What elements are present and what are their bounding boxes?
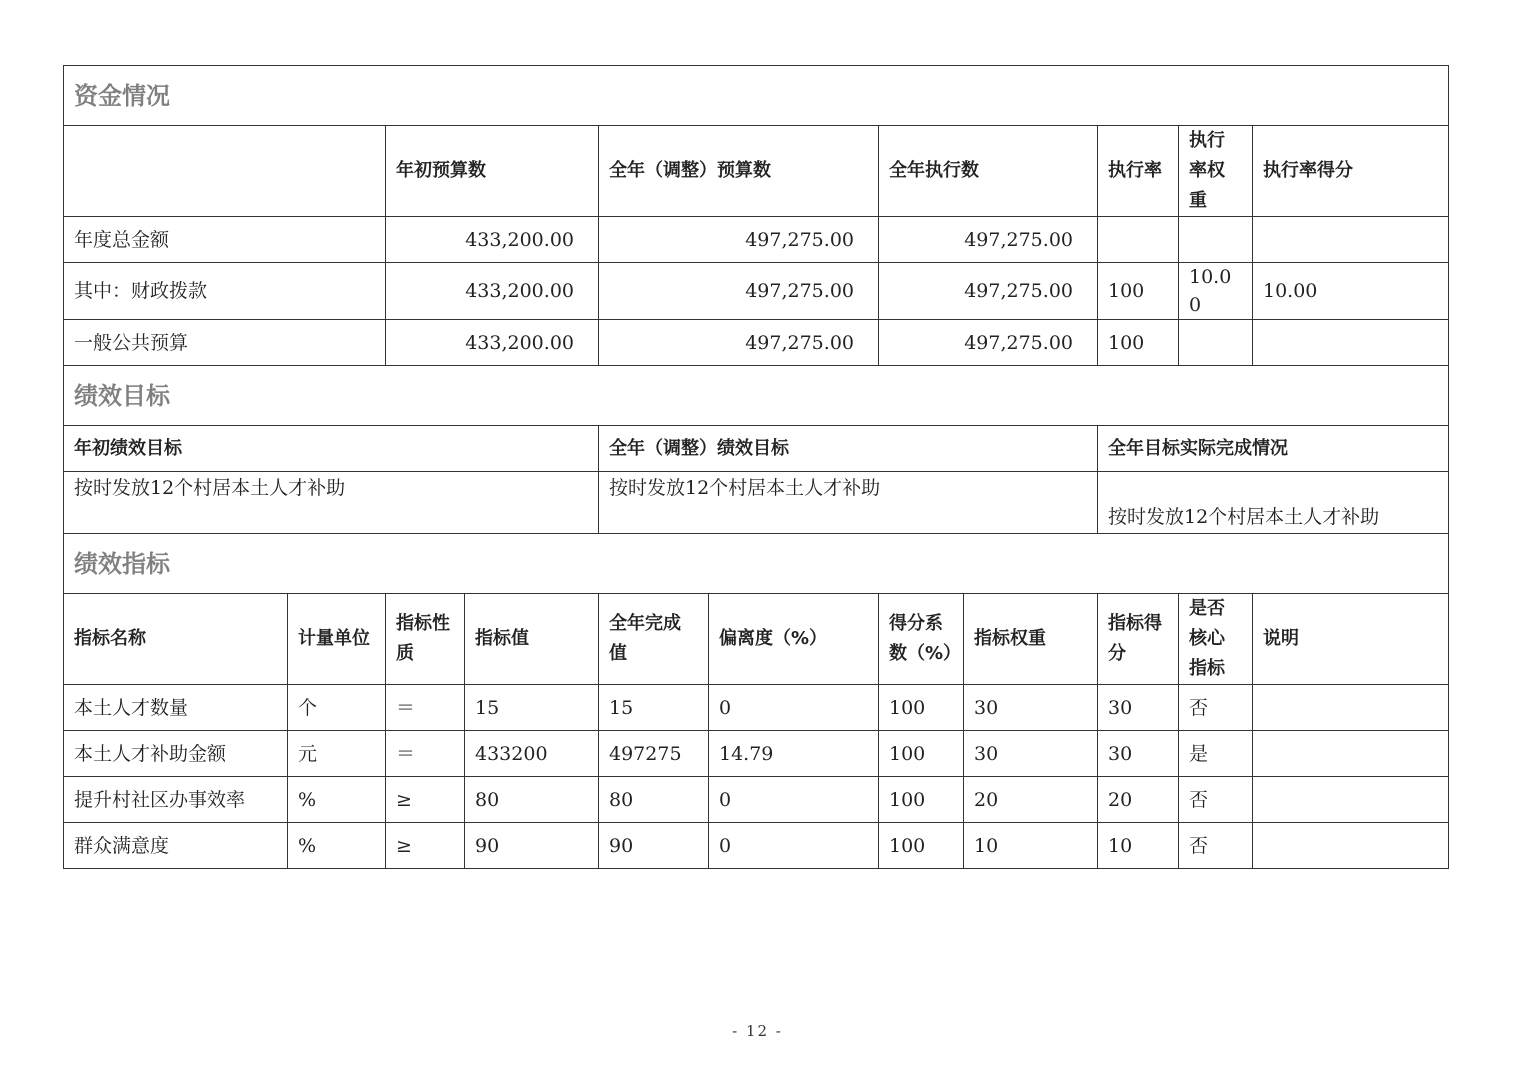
funds-cell — [1253, 320, 1449, 366]
indicator-cell: % — [288, 823, 386, 869]
funds-cell: 433,200.00 — [386, 217, 599, 263]
indicator-header-score: 指标得分 — [1098, 594, 1179, 685]
funds-header-rate-score: 执行率得分 — [1253, 126, 1449, 217]
indicator-header-coefficient: 得分系数（%） — [879, 594, 964, 685]
funds-cell: 10.00 — [1179, 263, 1253, 320]
page-number: - 12 - — [732, 1022, 783, 1040]
funds-section-title: 资金情况 — [64, 66, 1449, 126]
indicator-cell: 30 — [964, 731, 1098, 777]
indicator-cell: 433200 — [465, 731, 599, 777]
indicator-header-actual: 全年完成值 — [599, 594, 709, 685]
indicator-cell: ≥ — [386, 823, 465, 869]
indicator-cell: 100 — [879, 823, 964, 869]
funds-cell: 497,275.00 — [599, 263, 879, 320]
funds-cell: 100 — [1098, 263, 1179, 320]
indicator-cell: 90 — [465, 823, 599, 869]
funds-cell: 10.00 — [1253, 263, 1449, 320]
indicator-cell: 群众满意度 — [64, 823, 288, 869]
funds-cell: 其中：财政拨款 — [64, 263, 386, 320]
indicator-cell: 15 — [465, 685, 599, 731]
funds-cell: 一般公共预算 — [64, 320, 386, 366]
indicator-cell: 80 — [465, 777, 599, 823]
funds-cell: 年度总金额 — [64, 217, 386, 263]
indicator-row — [64, 777, 1449, 823]
indicator-header-deviation: 偏离度（%） — [709, 594, 879, 685]
indicator-cell: 否 — [1179, 823, 1253, 869]
indicator-cell: 30 — [964, 685, 1098, 731]
indicator-row — [64, 731, 1449, 777]
indicator-cell: 否 — [1179, 777, 1253, 823]
indicator-cell — [1253, 777, 1449, 823]
indicator-header-weight: 指标权重 — [964, 594, 1098, 685]
indicator-cell: 100 — [879, 685, 964, 731]
indicator-cell: % — [288, 777, 386, 823]
indicator-header-name: 指标名称 — [64, 594, 288, 685]
indicator-cell: 元 — [288, 731, 386, 777]
goals-adjusted-value: 按时发放12个村居本土人才补助 — [599, 472, 1098, 534]
funds-cell — [1179, 217, 1253, 263]
goals-header-initial: 年初绩效目标 — [64, 426, 599, 472]
indicator-cell: 80 — [599, 777, 709, 823]
funds-header-execution: 全年执行数 — [879, 126, 1098, 217]
indicator-cell: 10 — [1098, 823, 1179, 869]
indicator-cell: 10 — [964, 823, 1098, 869]
funds-header-blank — [64, 126, 386, 217]
indicator-header-note: 说明 — [1253, 594, 1449, 685]
funds-header-initial-budget: 年初预算数 — [386, 126, 599, 217]
indicator-cell: 提升村社区办事效率 — [64, 777, 288, 823]
indicator-cell: 否 — [1179, 685, 1253, 731]
indicator-cell: 100 — [879, 777, 964, 823]
indicator-cell: 是 — [1179, 731, 1253, 777]
funds-cell: 433,200.00 — [386, 263, 599, 320]
goals-actual-value: 按时发放12个村居本土人才补助 — [1098, 472, 1449, 534]
indicator-cell: ＝ — [386, 731, 465, 777]
funds-cell: 497,275.00 — [599, 320, 879, 366]
indicator-row — [64, 685, 1449, 731]
indicator-header-nature: 指标性质 — [386, 594, 465, 685]
funds-cell — [1179, 320, 1253, 366]
funds-cell: 433,200.00 — [386, 320, 599, 366]
indicator-cell: 本土人才数量 — [64, 685, 288, 731]
funds-header-rate-weight: 执行率权重 — [1179, 126, 1253, 217]
indicator-cell: 0 — [709, 777, 879, 823]
funds-row — [64, 217, 1449, 263]
indicator-cell — [1253, 731, 1449, 777]
indicator-header-target: 指标值 — [465, 594, 599, 685]
funds-cell — [1253, 217, 1449, 263]
funds-row — [64, 320, 1449, 366]
indicator-cell: 497275 — [599, 731, 709, 777]
goals-header-adjusted: 全年（调整）绩效目标 — [599, 426, 1098, 472]
indicator-cell: ≥ — [386, 777, 465, 823]
indicator-header-unit: 计量单位 — [288, 594, 386, 685]
funds-cell: 497,275.00 — [879, 217, 1098, 263]
indicator-cell: 0 — [709, 823, 879, 869]
funds-cell — [1098, 217, 1179, 263]
indicator-cell: 本土人才补助金额 — [64, 731, 288, 777]
goals-initial-value: 按时发放12个村居本土人才补助 — [64, 472, 599, 534]
indicator-cell: 90 — [599, 823, 709, 869]
indicator-cell: ＝ — [386, 685, 465, 731]
funds-row — [64, 263, 1449, 320]
funds-cell: 497,275.00 — [599, 217, 879, 263]
indicator-cell: 100 — [879, 731, 964, 777]
funds-cell: 100 — [1098, 320, 1179, 366]
indicator-cell — [1253, 823, 1449, 869]
indicator-cell: 14.79 — [709, 731, 879, 777]
indicator-cell: 30 — [1098, 685, 1179, 731]
funds-header-adjusted-budget: 全年（调整）预算数 — [599, 126, 879, 217]
indicator-cell — [1253, 685, 1449, 731]
indicator-row — [64, 823, 1449, 869]
goals-header-actual: 全年目标实际完成情况 — [1098, 426, 1449, 472]
goals-section-title: 绩效目标 — [64, 366, 1449, 426]
indicator-cell: 0 — [709, 685, 879, 731]
performance-table — [63, 65, 1449, 869]
indicator-cell: 20 — [1098, 777, 1179, 823]
funds-header-rate: 执行率 — [1098, 126, 1179, 217]
funds-cell: 497,275.00 — [879, 320, 1098, 366]
indicator-header-core: 是否核心指标 — [1179, 594, 1253, 685]
indicators-section-title: 绩效指标 — [64, 534, 1449, 594]
indicator-cell: 30 — [1098, 731, 1179, 777]
indicator-cell: 个 — [288, 685, 386, 731]
indicator-cell: 15 — [599, 685, 709, 731]
funds-cell: 497,275.00 — [879, 263, 1098, 320]
indicator-cell: 20 — [964, 777, 1098, 823]
